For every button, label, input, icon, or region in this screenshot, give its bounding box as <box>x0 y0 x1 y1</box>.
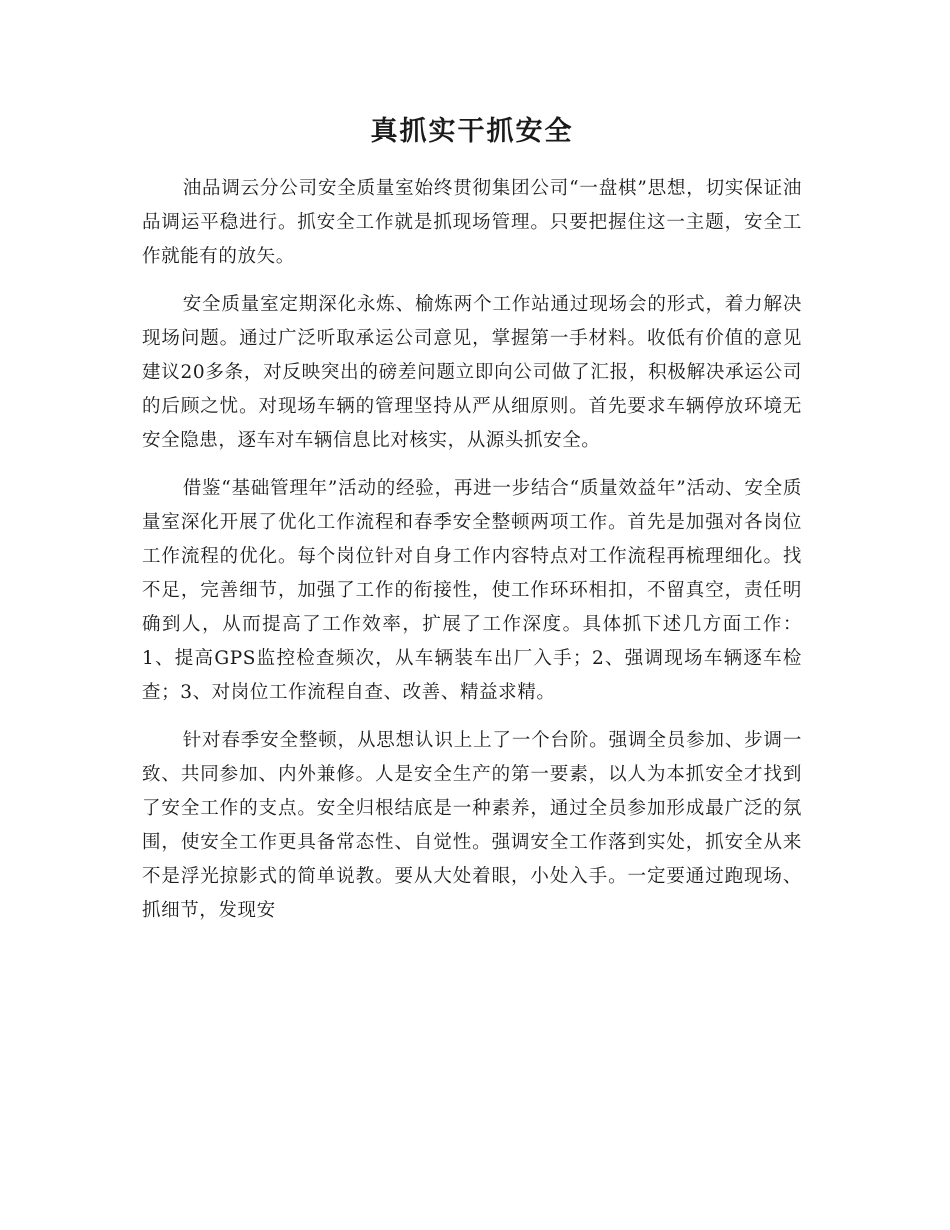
document-title: 真抓实干抓安全 <box>370 116 574 147</box>
paragraph-3: 借鉴“基础管理年”活动的经验，再进一步结合“质量效益年”活动、安全质量室深化开展了优化工作流程和春季安全整顿两项工作。首先是加强对各岗位工作流程的优化。每个岗位针对自身工作内容特点对工作流程再梳理细化。找不足，完善细节，加强了工作的衔接性，使工作环环相扣，不留真空，责任明确到人，从而提高了工作效率，扩展了工作深度。具体抓下述几方面工作：1、提高GPS监控检查频次，从车辆装车出厂入手；2、强调现场车辆逐车检查；3、对岗位工作流程自查、改善、精益求精。 <box>142 478 802 703</box>
paragraph-2: 安全质量室定期深化永炼、榆炼两个工作站通过现场会的形式，着力解决现场问题。通过广泛听取承运公司意见，掌握第一手材料。收低有价值的意见建议20多条，对反映突出的磅差问题立即向公司做了汇报，积极解决承运公司的后顾之忧。对现场车辆的管理坚持从严从细原则。首先要求车辆停放环境无安全隐患，逐车对车辆信息比对核实，从源头抓安全。 <box>142 294 802 451</box>
paragraph-4: 针对春季安全整顿，从思想认识上上了一个台阶。强调全员参加、步调一致、共同参加、内外兼修。人是安全生产的第一要素，以人为本抓安全才找到了安全工作的支点。安全归根结底是一种素养，通过全员参加形成最广泛的氛围，使安全工作更具备常态性、自觉性。强调安全工作落到实处，抓安全从来不是浮光掠影式的简单说教。要从大处着眼，小处入手。一定要通过跑现场、抓细节，发现安 <box>142 730 802 921</box>
paragraph-1: 油品调云分公司安全质量室始终贯彻集团公司“一盘棋”思想，切实保证油品调运平稳进行。抓安全工作就是抓现场管理。只要把握住这一主题，安全工作就能有的放矢。 <box>142 178 802 267</box>
